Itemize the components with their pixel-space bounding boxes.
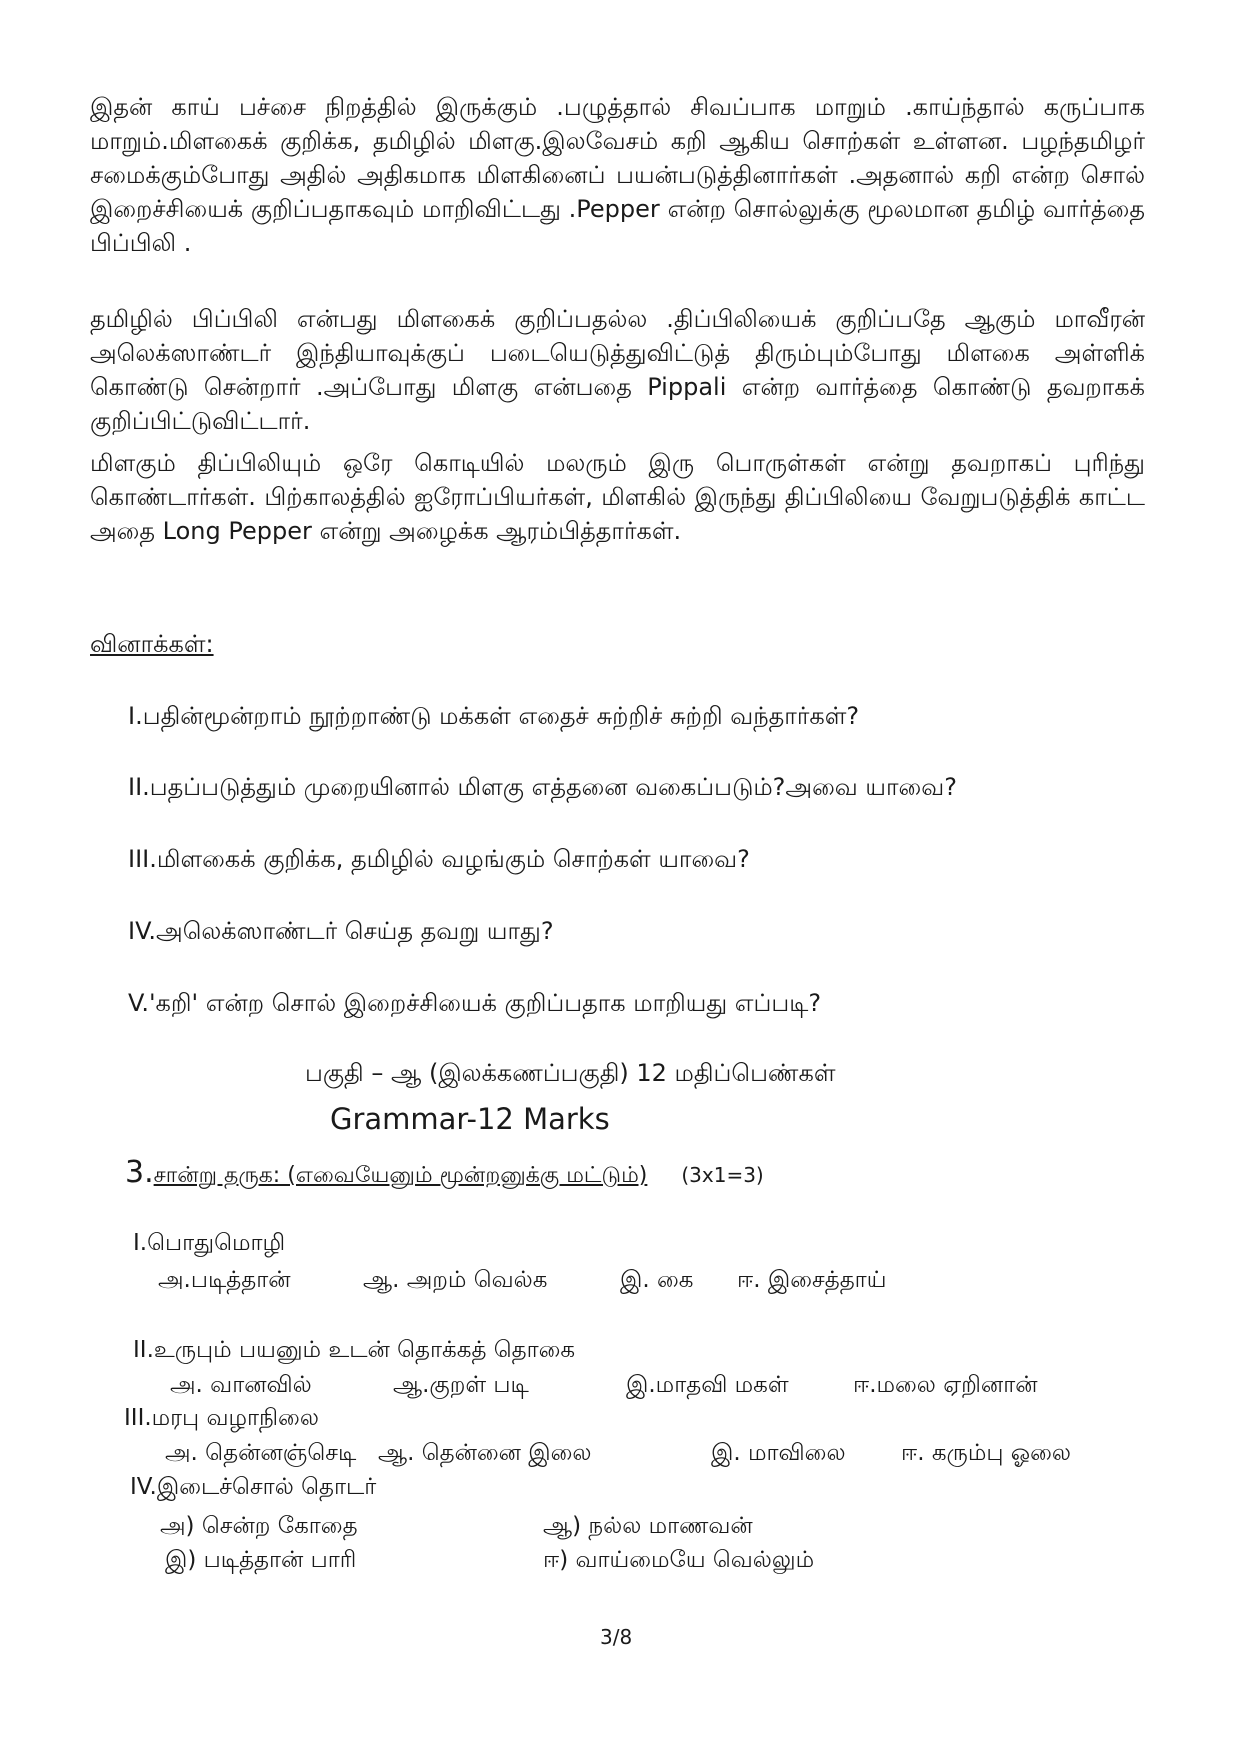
q3-item-4-option-a: அ) சென்ற கோதை — [160, 1513, 358, 1539]
section-title: பகுதி – ஆ (இலக்கணப்பகுதி) 12 மதிப்பெண்கள் — [305, 1059, 836, 1087]
q3-item-1-option-aa: ஆ. அறம் வெல்க — [363, 1267, 548, 1293]
q3-item-4-option-aa: ஆ) நல்ல மாணவன் — [543, 1513, 753, 1539]
q3-item-2-option-ii: ஈ.மலை ஏறினான் — [853, 1372, 1038, 1398]
q3-item-4-title: IV.இடைச்சொல் தொடர் — [130, 1474, 377, 1500]
q3-item-1-option-i: இ. கை — [620, 1267, 694, 1293]
q3-item-3-title: III.மரபு வழாநிலை — [124, 1405, 319, 1431]
q3-item-3-option-i: இ. மாவிலை — [711, 1440, 846, 1466]
grammar-title: Grammar-12 Marks — [330, 1102, 610, 1136]
question-3: III.மிளகைக் குறிக்க, தமிழில் வழங்கும் சொற்கள் யாவை? — [128, 845, 750, 873]
q3-item-3-option-a: அ. தென்னஞ்செடி — [165, 1440, 357, 1466]
q3-item-1-option-a: அ.படித்தான் — [158, 1267, 291, 1293]
q3-item-3-option-ii: ஈ. கரும்பு ஓலை — [901, 1440, 1071, 1466]
q3-item-4-option-ii: ஈ) வாய்மையே வெல்லும் — [543, 1547, 815, 1573]
passage-paragraph-3: மிளகும் திப்பிலியும் ஒரே கொடியில் மலரும் இரு பொருள்கள் என்று தவறாகப் புரிந்து கொண்டார்கள். பிற்காலத்தில் ஐரோப்பியர்கள், மிளகில் இருந்து திப்பிலியை வேறுபடுத்திக் காட்ட அதை Long Pepper என்று அழைக்க ஆரம்பித்தார்கள். — [90, 449, 1145, 545]
passage-paragraph-2: தமிழில் பிப்பிலி என்பது மிளகைக் குறிப்பதல்ல .திப்பிலியைக் குறிப்பதே ஆகும் மாவீரன் அலெக்ஸாண்டர் இந்தியாவுக்குப் படையெடுத்துவிட்டுத் திரும்பும்போது மிளகை அள்ளிக் கொண்டு சென்றார் .அப்போது மிளகு என்பதை Pippali என்ற வார்த்தை கொண்டு தவறாகக் குறிப்பிட்டுவிட்டார். — [90, 305, 1146, 435]
q3-item-1-option-ii: ஈ. இசைத்தாய் — [737, 1267, 887, 1293]
page-number: 3/8 — [600, 1625, 633, 1649]
question-4: IV.அலெக்ஸாண்டர் செய்த தவறு யாது? — [128, 917, 554, 945]
passage-paragraph-1: இதன் காய் பச்சை நிறத்தில் இருக்கும் .பழுத்தால் சிவப்பாக மாறும் .காய்ந்தால் கருப்பாக மாறும்.மிளகைக் குறிக்க, தமிழில் மிளகு.இலவேசம் கறி ஆகிய சொற்கள் உள்ளன. பழந்தமிழர் சமைக்கும்போது அதில் அதிகமாக மிளகினைப் பயன்படுத்தினார்கள் .அதனால் கறி என்ற சொல் இறைச்சியைக் குறிப்பதாகவும் மாறிவிட்டது .Pepper என்ற சொல்லுக்கு மூலமான தமிழ் வார்த்தை பிப்பிலி . — [90, 93, 1145, 257]
question-1: I.பதின்மூன்றாம் நூற்றாண்டு மக்கள் எதைச் சுற்றிச் சுற்றி வந்தார்கள்? — [128, 702, 860, 730]
q3-item-4-option-i: இ) படித்தான் பாரி — [165, 1547, 357, 1573]
q3-item-2-title: II.உருபும் பயனும் உடன் தொக்கத் தொகை — [133, 1337, 576, 1363]
question-5: V.'கறி' என்ற சொல் இறைச்சியைக் குறிப்பதாக மாறியது எப்படி? — [128, 989, 822, 1017]
q3-marks: (3x1=3) — [681, 1163, 764, 1187]
questions-heading: வினாக்கள்: — [90, 630, 214, 658]
q3-item-2-option-i: இ.மாதவி மகள் — [626, 1372, 789, 1398]
q3-item-1-title: I.பொதுமொழி — [133, 1230, 286, 1256]
question-2: II.பதப்படுத்தும் முறையினால் மிளகு எத்தனை வகைப்படும்?அவை யாவை? — [128, 773, 957, 801]
q3-instruction: சான்று தருக: (எவையேனும் மூன்றனுக்கு மட்டும்) — [153, 1163, 648, 1188]
q3-item-2-option-aa: ஆ.குறள் படி — [393, 1372, 529, 1398]
q3-number: 3. — [125, 1155, 154, 1190]
q3-item-2-option-a: அ. வானவில் — [170, 1372, 312, 1398]
q3-item-3-option-aa: ஆ. தென்னை இலை — [378, 1440, 592, 1466]
q3-instruction-row — [125, 1155, 764, 1191]
